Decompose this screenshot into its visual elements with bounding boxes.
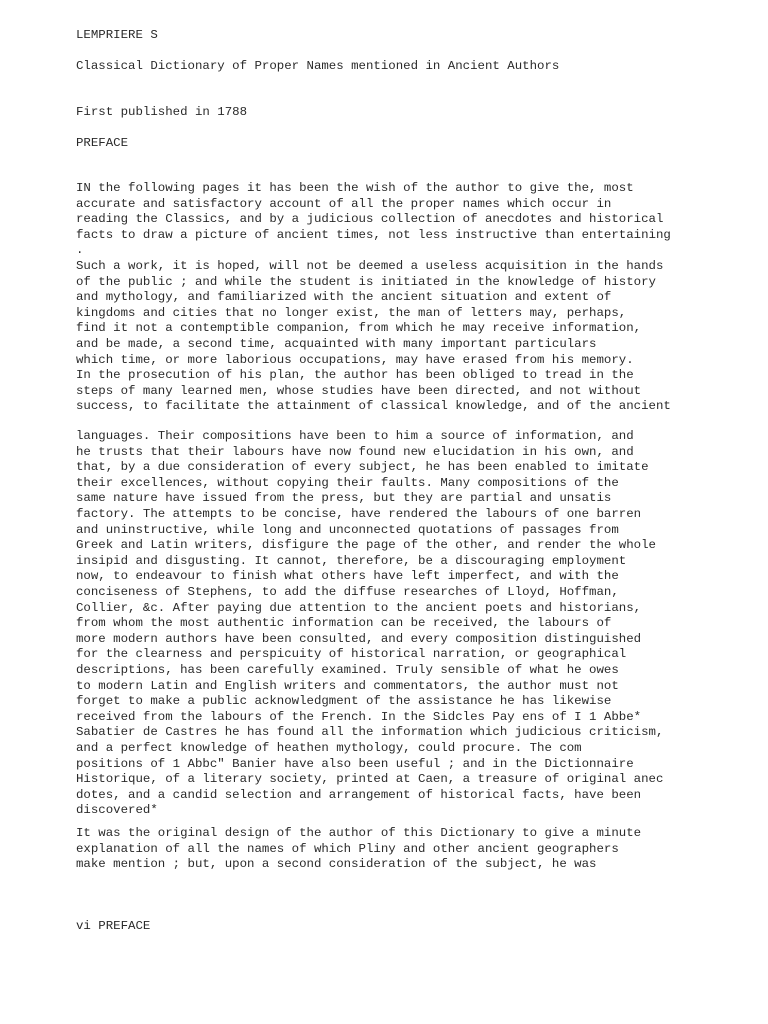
text-line: for the clearness and perspicuity of historical narration, or geographical: [76, 647, 627, 662]
text-line: success, to facilitate the attainment of classical knowledge, and of the ancient: [76, 399, 671, 414]
text-line: make mention ; but, upon a second consideration of the subject, he was: [76, 857, 597, 872]
text-line: facts to draw a picture of ancient times, not less instructive than entertaining: [76, 227, 671, 242]
text-line: received from the labours of the French. In the Sidcles Pay ens of I 1 Abbe*: [76, 709, 642, 724]
text-line: and a perfect knowledge of heathen mythology, could procure. The com: [76, 741, 582, 755]
text-line: descriptions, has been carefully examined. Truly sensible of what he owes: [76, 663, 619, 677]
running-head: vi PREFACE: [76, 919, 151, 933]
text-line: find it not a contemptible companion, from which he may receive information,: [76, 321, 642, 336]
text-line: and mythology, and familiarized with the ancient situation and extent of: [76, 290, 612, 305]
text-line: and uninstructive, while long and unconnected quotations of passages from: [76, 522, 619, 537]
text-line: In the prosecution of his plan, the author has been obliged to tread in the: [76, 368, 634, 383]
text-line: Sabatier de Castres he has found all the information which judicious criticism,: [76, 725, 664, 740]
text-line: forget to make a public acknowledgment of the assistance he has likewise: [76, 694, 612, 709]
text-line: IN the following pages it has been the wish of the author to give the, most: [76, 181, 634, 195]
text-line: Historique, of a literary society, printed at Caen, a treasure of original anec: [76, 772, 664, 787]
text-line: Collier, &c. After paying due attention to the ancient poets and historians,: [76, 600, 642, 615]
book-title: Classical Dictionary of Proper Names mentioned in Ancient Authors: [76, 59, 560, 73]
text-line: their excellences, without copying their faults. Many compositions of the: [76, 475, 619, 490]
text-line: he trusts that their labours have now found new elucidation in his own, and: [76, 444, 634, 459]
text-line: insipid and disgusting. It cannot, therefore, be a discouraging employment: [76, 553, 627, 568]
author-heading: LEMPRIERE S: [76, 28, 158, 42]
text-line: that, by a due consideration of every subject, he has been enabled to imitate: [76, 460, 649, 475]
text-line: steps of many learned men, whose studies have been directed, and not without: [76, 383, 642, 398]
text-line: and be made, a second time, acquainted with many important particulars: [76, 337, 597, 351]
text-line: of the public ; and while the student is initiated in the knowledge of history: [76, 274, 656, 289]
text-line: It was the original design of the author of this Dictionary to give a minute: [76, 826, 642, 840]
text-line: positions of 1 Abbc" Banier have also been useful ; and in the Dictionnaire: [76, 756, 634, 771]
text-line: Such a work, it is hoped, will not be deemed a useless acquisition in the hands: [76, 259, 664, 273]
text-line: conciseness of Stephens, to add the diffuse researches of Lloyd, Hoffman,: [76, 585, 619, 599]
text-line: to modern Latin and English writers and commentators, the author must not: [76, 678, 619, 693]
text-line: now, to endeavour to finish what others have left imperfect, and with the: [76, 569, 619, 584]
text-line: discovered*: [76, 803, 158, 818]
publication-date: First published in 1788: [76, 105, 248, 119]
text-line: explanation of all the names of which Pliny and other ancient geographers: [76, 841, 619, 856]
text-line: .: [76, 243, 84, 258]
text-line: more modern authors have been consulted, and every composition distinguished: [76, 631, 642, 646]
text-line: Greek and Latin writers, disfigure the page of the other, and render the whole: [76, 538, 656, 553]
text-line: factory. The attempts to be concise, have rendered the labours of one barren: [76, 507, 642, 521]
text-line: kingdoms and cities that no longer exist, the man of letters may, perhaps,: [76, 305, 627, 320]
text-line: languages. Their compositions have been to him a source of information, and: [76, 429, 634, 443]
text-line: dotes, and a candid selection and arrangement of historical facts, have been: [76, 787, 642, 802]
text-line: same nature have issued from the press, but they are partial and unsatis: [76, 491, 612, 506]
text-line: reading the Classics, and by a judicious collection of anecdotes and historical: [76, 212, 664, 227]
text-line: from whom the most authentic information can be received, the labours of: [76, 616, 612, 631]
text-line: which time, or more laborious occupations, may have erased from his memory.: [76, 352, 634, 367]
section-heading: PREFACE: [76, 136, 129, 150]
text-line: accurate and satisfactory account of all the proper names which occur in: [76, 196, 612, 211]
